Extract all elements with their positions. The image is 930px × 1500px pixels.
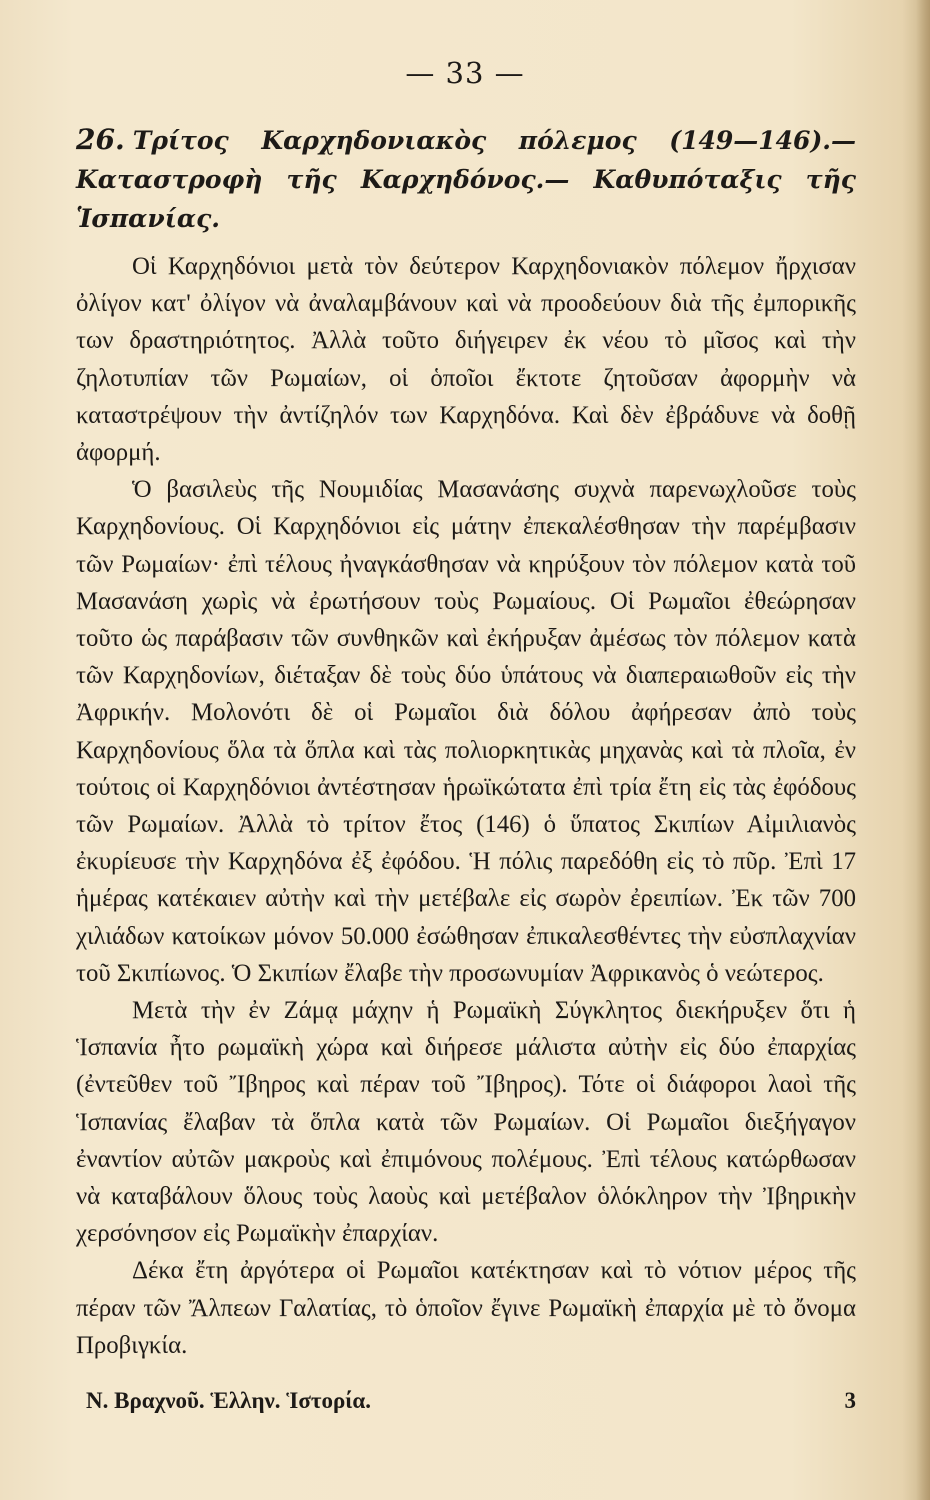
paragraph-2: Ὁ βασιλεὺς τῆς Νουμιδίας Μασανάσης συχνὰ παρενωχλοῦσε τοὺς Καρχηδονίους. Οἱ Καρχηδόνιοι εἰς μάτην ἐπεκαλέσθησαν τὴν παρέμβασιν τῶν Ρωμαίων· ἐπὶ τέλους ἠναγκάσθησαν νὰ κηρύξουν τὸν πόλεμον κατὰ τοῦ Μασανάση χωρὶς νὰ ἐρωτήσουν τοὺς Ρωμαίους. Οἱ Ρωμαῖοι ἐθεώρησαν τοῦτο ὡς παράβασιν τῶν συνθηκῶν καὶ ἐκήρυξαν ἀμέσως τὸν πόλεμον κατὰ τῶν Καρχηδονίων, διέταξαν δὲ τοὺς δύο ὑπάτους νὰ διαπεραιωθοῦν εἰς τὴν Ἀφρικήν. Μολονότι δὲ οἱ Ρωμαῖοι διὰ δόλου ἀφήρεσαν ἀπὸ τοὺς Καρχηδονίους ὅλα τὰ ὅπλα καὶ τὰς πολιορκητικὰς μηχανὰς καὶ τὰ πλοῖα, ἐν τούτοις οἱ Καρχηδόνιοι ἀντέστησαν ἡρωϊκώτατα ἐπὶ τρία ἔτη εἰς τὰς ἐφόδους τῶν Ρωμαίων. Ἀλλὰ τὸ τρίτον ἔτος (146) ὁ ὕπατος Σκιπίων Αἰμιλιανὸς ἐκυρίευσε τὴν Καρχηδόνα ἐξ ἐφόδου. Ἡ πόλις παρεδόθη εἰς τὸ πῦρ. Ἐπὶ 17 ἡμέρας κατέκαιεν αὐτὴν καὶ τὴν μετέβαλε εἰς σωρὸν ἐρειπίων. Ἐκ τῶν 700 χιλιάδων κατοίκων μόνον 50.000 ἐσώθησαν ἐπικαλεσθέντες τὴν εὐσπλαχνίαν τοῦ Σκιπίωνος. Ὁ Σκιπίων ἔλαβε τὴν προσωνυμίαν Ἀφρικανὸς ὁ νεώτερος.	[76, 476, 856, 987]
section-number: 26.	[76, 123, 125, 156]
page-number: — 33 —	[405, 56, 525, 90]
sheet-signature-mark: 3	[844, 1388, 856, 1413]
page-edge-shadow	[916, 0, 930, 1500]
footer-signature: Ν. Βραχνοῦ. Ἑλλην. Ἱστορία.	[86, 1388, 371, 1413]
page-body	[76, 120, 856, 1364]
section-title: Τρίτος Καρχηδονιακὸς πόλεμος (149—146).—Καταστροφὴ τῆς Καρχηδόνος.— Καθυπόταξις τῆς Ἱσπανίας.	[76, 126, 856, 233]
paragraph-4: Δέκα ἔτη ἀργότερα οἱ Ρωμαῖοι κατέκτησαν καὶ τὸ νότιον μέρος τῆς πέραν τῶν Ἄλπεων Γαλατίας, τὸ ὁποῖον ἔγινε Ρωμαϊκὴ ἐπαρχία μὲ τὸ ὄνομα Προβιγκία.	[76, 1257, 856, 1359]
paragraph-3: Μετὰ τὴν ἐν Ζάμᾳ μάχην ἡ Ρωμαϊκὴ Σύγκλητος διεκήρυξεν ὅτι ἡ Ἱσπανία ἦτο ρωμαϊκὴ χώρα καὶ διήρεσε μάλιστα αὐτὴν εἰς δύο ἐπαρχίας (ἐντεῦθεν τοῦ Ἴβηρος καὶ πέραν τοῦ Ἴβηρος). Τότε οἱ διάφοροι λαοὶ τῆς Ἱσπανίας ἔλαβαν τὰ ὅπλα κατὰ τῶν Ρωμαίων. Οἱ Ρωμαῖοι διεξήγαγον ἐναντίον αὐτῶν μακροὺς καὶ ἐπιμόνους πολέμους. Ἐπὶ τέλους κατώρθωσαν νὰ καταβάλουν ὅλους τοὺς λαοὺς καὶ μετέβαλον ὁλόκληρον τὴν Ἰβηρικὴν χερσόνησον εἰς Ρωμαϊκὴν ἐπαρχίαν.	[76, 997, 856, 1248]
paragraph-1: Οἱ Καρχηδόνιοι μετὰ τὸν δεύτερον Καρχηδονιακὸν πόλεμον ἤρχισαν ὀλίγον κατ' ὀλίγον νὰ ἀναλαμβάνουν καὶ νὰ προοδεύουν διὰ τῆς ἐμπορικῆς των δραστηριότητος. Ἀλλὰ τοῦτο διήγειρεν ἐκ νέου τὸ μῖσος καὶ τὴν ζηλοτυπίαν τῶν Ρωμαίων, οἱ ὁποῖοι ἔκτοτε ζητοῦσαν ἀφορμὴν νὰ καταστρέψουν τὴν ἀντίζηλόν των Καρχηδόνα. Καὶ δὲν ἐβράδυνε νὰ δοθῇ ἀφορμή.	[76, 253, 856, 467]
section-heading	[76, 120, 856, 238]
